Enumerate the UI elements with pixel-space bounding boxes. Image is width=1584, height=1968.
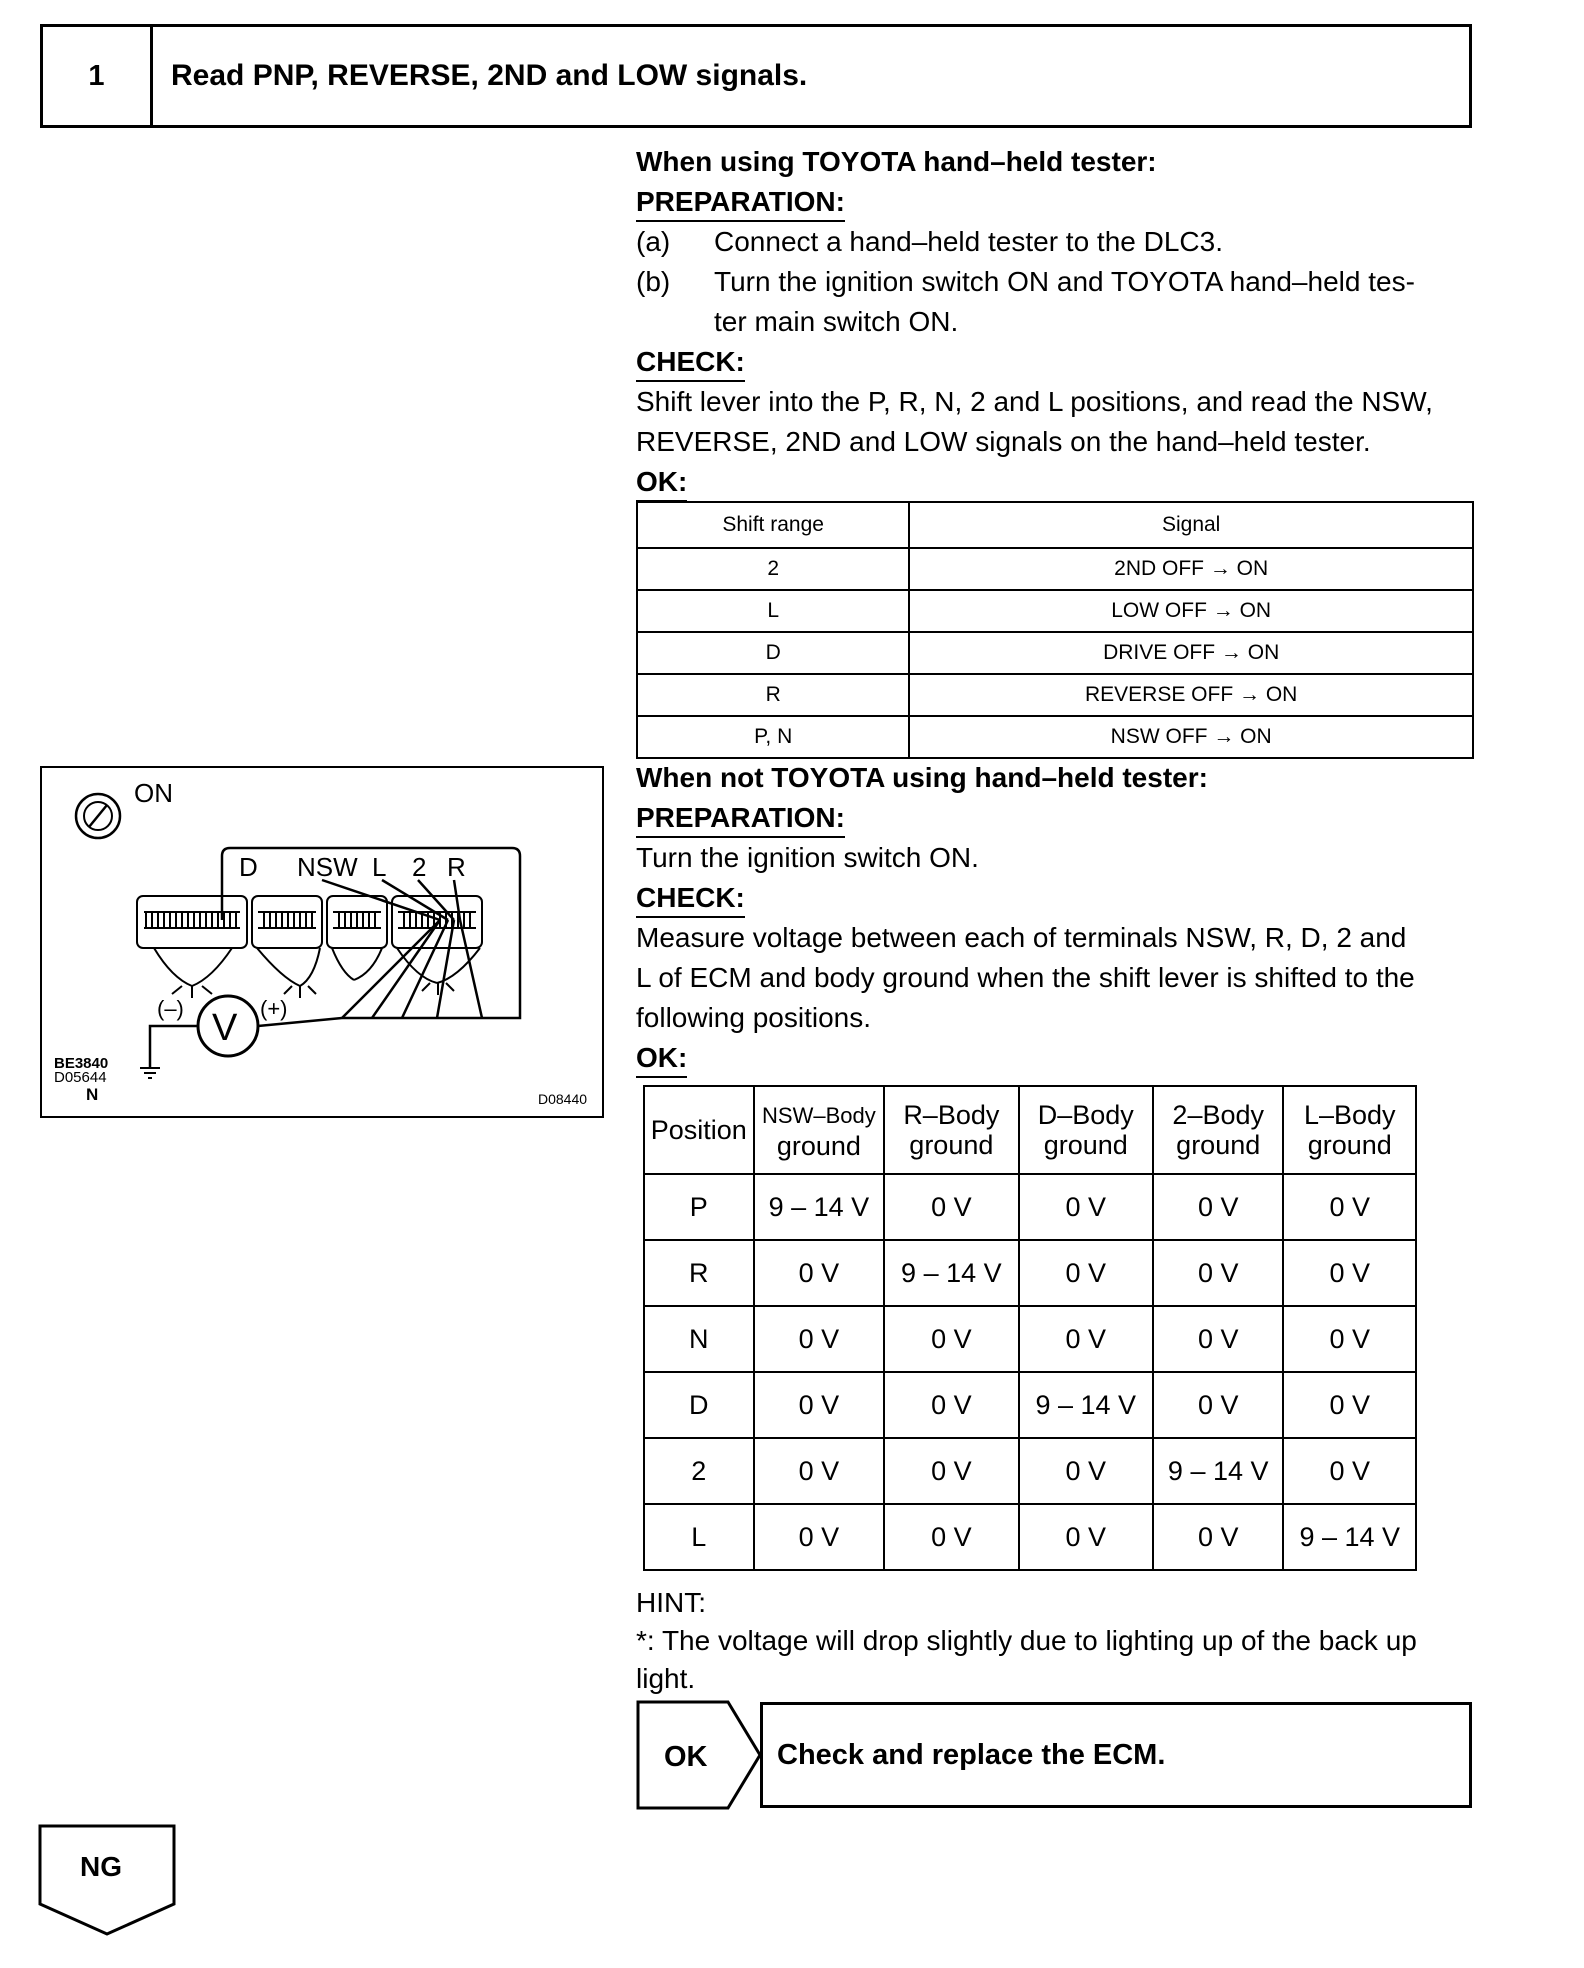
voltmeter-icon — [198, 996, 258, 1056]
voltage-cell: 0 V — [754, 1504, 885, 1570]
tester-heading: When using TOYOTA hand–held tester: — [636, 146, 1157, 177]
step-number: 1 — [43, 27, 153, 125]
voltage-cell: 0 V — [884, 1174, 1018, 1240]
terminal-label-nsw: NSW — [297, 852, 358, 882]
voltage-header-r-1: R–Body — [903, 1100, 1000, 1130]
diagram-code-1: BE3840 — [54, 1055, 109, 1072]
voltage-cell: 2 — [644, 1438, 754, 1504]
voltage-header-l-2: ground — [1307, 1130, 1392, 1160]
no-tester-check-line-1: Measure voltage between each of terminals NSW, R, D, 2 and — [636, 922, 1407, 953]
ok-arrow-box — [636, 1700, 764, 1810]
voltage-cell: 0 V — [1283, 1240, 1416, 1306]
voltage-cell: 0 V — [884, 1504, 1018, 1570]
voltage-cell: 0 V — [1283, 1372, 1416, 1438]
voltage-header-r — [884, 1086, 1018, 1174]
signal-cell: R — [637, 674, 909, 716]
voltage-cell: 0 V — [884, 1372, 1018, 1438]
hint-section — [636, 1584, 1476, 1698]
step-header — [40, 24, 1472, 128]
voltage-header-d-2: ground — [1043, 1130, 1128, 1160]
signal-cell: LOW OFF → ON — [909, 590, 1473, 632]
table-row — [644, 1504, 1416, 1570]
tester-section — [636, 142, 1476, 502]
no-tester-section — [636, 758, 1476, 1078]
voltage-cell: 0 V — [884, 1438, 1018, 1504]
voltage-cell: 0 V — [1153, 1372, 1284, 1438]
voltage-cell: 0 V — [1283, 1438, 1416, 1504]
voltage-table — [643, 1085, 1417, 1571]
prep-item-a-mark: (a) — [636, 226, 671, 257]
voltage-cell: 0 V — [1153, 1174, 1284, 1240]
voltage-header-2-2: ground — [1176, 1130, 1261, 1160]
no-tester-prep-label: PREPARATION: — [636, 800, 845, 838]
voltage-cell: 0 V — [1019, 1174, 1153, 1240]
voltage-cell: D — [644, 1372, 754, 1438]
voltage-header-l-1: L–Body — [1303, 1100, 1396, 1130]
table-row — [637, 674, 1473, 716]
terminal-label-l: L — [372, 852, 387, 882]
tester-check-line-1: Shift lever into the P, R, N, 2 and L positions, and read the NSW, — [636, 386, 1433, 417]
diagram-code-3: N — [86, 1085, 99, 1104]
voltage-cell: 0 V — [884, 1306, 1018, 1372]
ignition-switch-icon — [76, 794, 120, 838]
voltage-table-header — [644, 1086, 1416, 1174]
voltage-cell: P — [644, 1174, 754, 1240]
signal-cell: 2 — [637, 548, 909, 590]
signal-cell: 2ND OFF → ON — [909, 548, 1473, 590]
voltage-cell: 9 – 14 V — [754, 1174, 885, 1240]
voltage-header-nsw — [754, 1086, 885, 1174]
voltage-cell: N — [644, 1306, 754, 1372]
prep-item-b-text-1: Turn the ignition switch ON and TOYOTA hand–held tes- — [714, 266, 1415, 297]
table-row — [644, 1174, 1416, 1240]
voltage-cell: 0 V — [1153, 1504, 1284, 1570]
voltage-cell: 0 V — [1283, 1174, 1416, 1240]
no-tester-check-label: CHECK: — [636, 880, 745, 918]
prep-item-a — [636, 222, 1476, 262]
voltage-cell: R — [644, 1240, 754, 1306]
hint-label: HINT: — [636, 1587, 706, 1618]
voltage-header-position: Position — [644, 1086, 754, 1174]
ng-label: NG — [80, 1851, 122, 1882]
voltage-header-r-2: ground — [909, 1130, 994, 1160]
signal-table-header — [637, 502, 1473, 548]
no-tester-heading: When not TOYOTA using hand–held tester: — [636, 762, 1208, 793]
voltage-header-2 — [1153, 1086, 1284, 1174]
voltage-cell: 0 V — [754, 1438, 885, 1504]
voltmeter-label: V — [212, 1007, 238, 1049]
ok-label: OK — [664, 1741, 708, 1773]
table-row — [637, 590, 1473, 632]
signal-cell: D — [637, 632, 909, 674]
table-row — [644, 1372, 1416, 1438]
ng-arrow-box — [38, 1824, 176, 1936]
voltage-cell: 0 V — [754, 1372, 885, 1438]
hint-line-2: light. — [636, 1663, 696, 1694]
table-row — [644, 1306, 1416, 1372]
signal-cell: REVERSE OFF → ON — [909, 674, 1473, 716]
signal-table — [636, 501, 1474, 759]
ignition-on-label: ON — [134, 778, 173, 808]
prep-item-b-mark: (b) — [636, 266, 671, 297]
prep-item-b — [636, 262, 1476, 342]
voltage-cell: 0 V — [1283, 1306, 1416, 1372]
hint-line-1: *: The voltage will drop slightly due to lighting up of the back up — [636, 1625, 1417, 1656]
ground-symbol-icon — [140, 1068, 160, 1078]
signal-cell: L — [637, 590, 909, 632]
voltage-cell: 9 – 14 V — [1153, 1438, 1284, 1504]
voltage-header-nsw-2: ground — [776, 1131, 861, 1161]
no-tester-check-line-3: following positions. — [636, 1002, 872, 1033]
signal-header-shift: Shift range — [637, 502, 909, 548]
terminal-label-2: 2 — [412, 852, 427, 882]
signal-header-signal: Signal — [909, 502, 1473, 548]
terminal-label-r: R — [447, 852, 466, 882]
prep-item-a-text: Connect a hand–held tester to the DLC3. — [714, 226, 1224, 257]
voltage-header-l — [1283, 1086, 1416, 1174]
table-row — [637, 548, 1473, 590]
ground-wire — [150, 1026, 198, 1068]
tester-check-line-2: REVERSE, 2ND and LOW signals on the hand–held tester. — [636, 426, 1371, 457]
voltage-cell: 9 – 14 V — [1283, 1504, 1416, 1570]
voltage-header-nsw-1: NSW–Body — [762, 1103, 876, 1128]
no-tester-check-line-2: L of ECM and body ground when the shift lever is shifted to the — [636, 962, 1415, 993]
signal-cell: P, N — [637, 716, 909, 758]
voltage-cell: 9 – 14 V — [1019, 1372, 1153, 1438]
prep-item-b-text-2: ter main switch ON. — [714, 306, 959, 337]
step-title: Read PNP, REVERSE, 2ND and LOW signals. — [171, 59, 808, 92]
voltage-cell: 0 V — [1019, 1438, 1153, 1504]
ok-action-box: Check and replace the ECM. — [760, 1702, 1472, 1808]
tester-prep-label: PREPARATION: — [636, 184, 845, 222]
no-tester-prep-text: Turn the ignition switch ON. — [636, 842, 979, 873]
voltage-cell: L — [644, 1504, 754, 1570]
table-row — [637, 632, 1473, 674]
meter-minus-label: (–) — [157, 996, 184, 1021]
voltage-cell: 9 – 14 V — [884, 1240, 1018, 1306]
diagram-svg — [42, 768, 602, 1116]
terminal-label-d: D — [239, 852, 258, 882]
voltage-cell: 0 V — [1153, 1240, 1284, 1306]
voltage-cell: 0 V — [1153, 1306, 1284, 1372]
table-row — [637, 716, 1473, 758]
voltage-cell: 0 V — [1019, 1504, 1153, 1570]
ecm-connector — [137, 896, 482, 998]
table-row — [644, 1240, 1416, 1306]
voltage-header-2-1: 2–Body — [1172, 1100, 1264, 1130]
voltage-cell: 0 V — [754, 1306, 885, 1372]
diagram-code-2: D05644 — [54, 1069, 107, 1086]
voltage-header-d-1: D–Body — [1037, 1100, 1134, 1130]
signal-cell: DRIVE OFF → ON — [909, 632, 1473, 674]
tester-ok-label: OK: — [636, 464, 687, 502]
voltage-header-d — [1019, 1086, 1153, 1174]
voltage-cell: 0 V — [1019, 1240, 1153, 1306]
meter-plus-label: (+) — [260, 996, 288, 1021]
table-row — [644, 1438, 1416, 1504]
no-tester-ok-label: OK: — [636, 1040, 687, 1078]
voltage-cell: 0 V — [754, 1240, 885, 1306]
voltage-cell: 0 V — [1019, 1306, 1153, 1372]
ecm-wiring-diagram — [40, 766, 604, 1118]
tester-check-label: CHECK: — [636, 344, 745, 382]
signal-cell: NSW OFF → ON — [909, 716, 1473, 758]
figure-id: D08440 — [538, 1091, 588, 1107]
